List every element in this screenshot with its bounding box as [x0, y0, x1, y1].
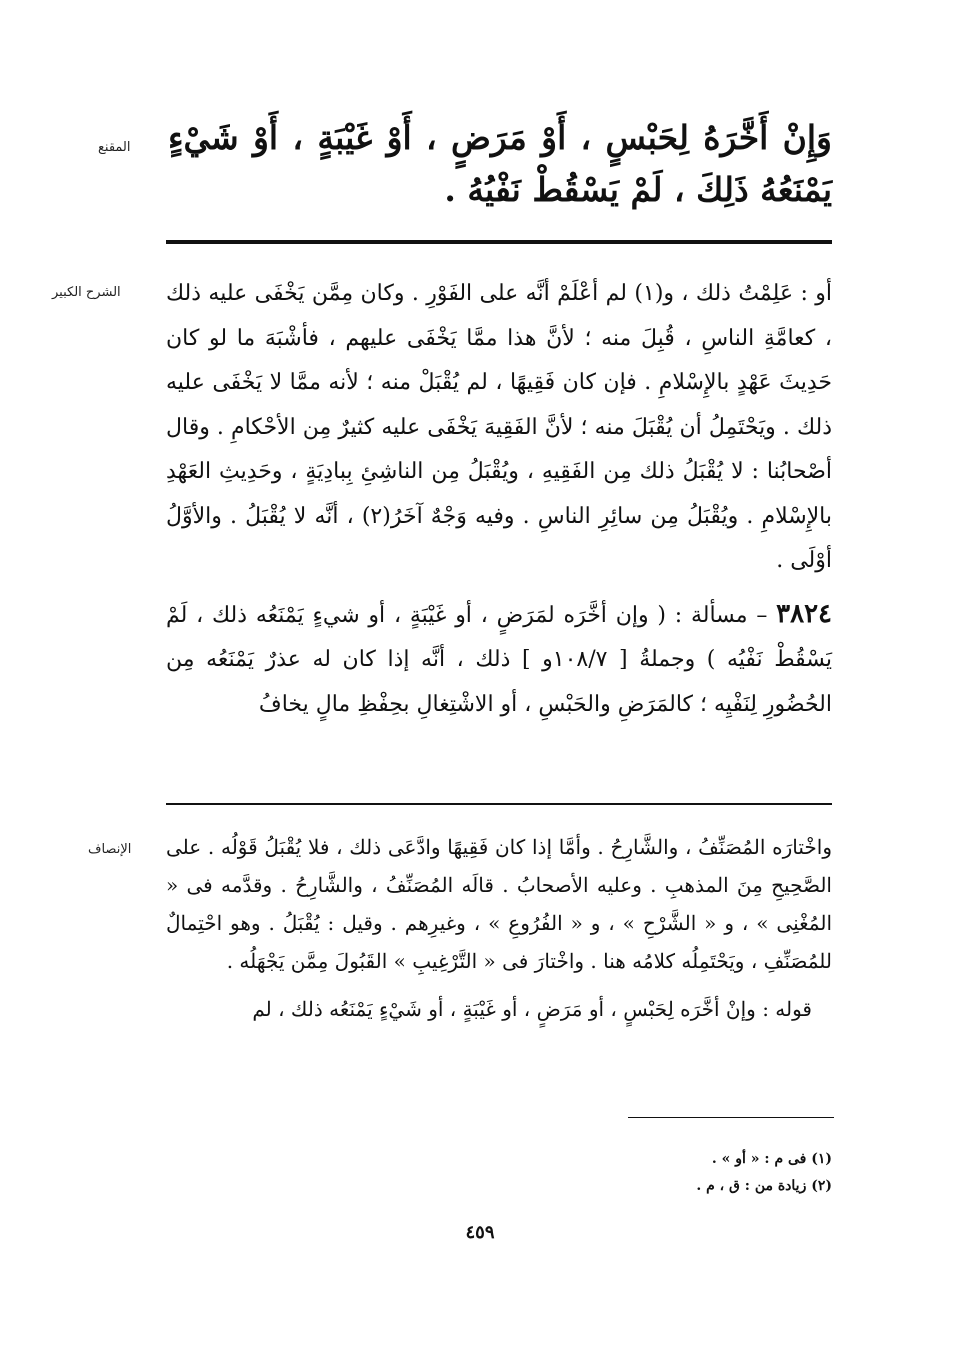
muqni-matn-text: وَإِنْ أَخَّرَهُ لِحَبْسٍ ، أَوْ مَرَضٍ ، أَوْ غَيْبَةٍ ، أَوْ شَيْءٍ يَمْنَعُهُ ذَلِكَ ، لَمْ يَسْقُطْ نَفْيُهُ . [168, 118, 832, 209]
footnote-divider [628, 1117, 834, 1118]
masala-paragraph [166, 592, 832, 728]
insaf-paragraph: واخْتارَه المُصَنِّفُ ، والشَّارِحُ . وأمَّا إذا كان فَقِيهًا وادَّعَى ذلك ، فلا يُقْبَلُ قَوْلُه . على الصَّحِيحِ مِنَ المذهبِ . وعليه الأصحابُ . قالَه المُصَنِّفُ ، والشَّارِحُ . وقدَّمه فى « المُغْنِى » ، و « الشَّرْحِ » ، و « الفُرُوعِ » ، وغيرِهم . وقيل : يُقْبَلُ . وهو احْتِمالٌ للمُصَنِّفِ ، ويَحْتَمِلُه كلامُه هنا . واخْتارَ فى « التَّرْغِيبِ » القَبُولَ مِمَّن يَجْهَلُه . [166, 835, 832, 973]
sharh-paragraph: أو : عَلِمْتُ ذلك ، و(١) لم أعْلَمْ أنَّه على الفَوْرِ . وكان مِمَّن يَخْفَى عليه ذلك ، كعامَّةِ الناسِ ، قُبِلَ منه ؛ لأنَّ هذا ممَّا يَخْفَى عليهم ، فأشْبَهَ ما لو كان حَدِيثَ عَهْدٍ بالإِسْلامِ . فإن كان فَقِيهًا ، لم يُقْبَلْ منه ؛ لأنه ممَّا لا يَخْفَى عليه ذلك . ويَحْتَمِلُ أن يُقْبَلَ منه ؛ لأنَّ الفَقِيهَ يَخْفَى عليه كثيرٌ مِن الأحْكامِ . وقال أصْحابُنا : لا يُقْبَلُ ذلك مِن الفَقِيهِ ، ويُقْبَلُ مِن الناشِئِ بِبادِيَةٍ ، وحَدِيثِ العَهْدِ بالإِسْلامِ . ويُقْبَلُ مِن سائِرِ الناسِ . وفيه وَجْهٌ آخَرُ(٢) ، أنَّه لا يُقْبَلُ . والأوَّلُ أوْلَى . [166, 281, 833, 573]
section-divider-thick [166, 240, 832, 244]
sharh-section-label: الشرح الكبير [52, 285, 121, 300]
section-divider [166, 803, 832, 805]
footnote-item: (٢) زيادة من : ق ، م . [696, 1178, 832, 1194]
page-number: ٤٥٩ [465, 1222, 495, 1243]
masala-number: ٣٨٢٤ [776, 598, 832, 629]
footnote-item: (١) فى م : « أو » . [711, 1151, 832, 1167]
insaf-paragraph: قوله : وإنْ أخَّرَه لِحَبْسٍ ، أو مَرَضٍ ، أو غَيْبَةٍ ، أو شَيْءٍ يَمْنَعُه ذلك ، لم [252, 997, 812, 1021]
footnotes [520, 1146, 832, 1200]
masala-text: – مسألة : ( وإن أخَّرَه لمَرَضٍ ، أو غَيْبَةٍ ، أو شيءٍ يَمْنَعُه ذلك ، لَمْ يَسْقُطْ نَفْيُه ) وجملةُ [ ١٠٨/٧و ] ذلك ، أنَّه إذا كان له عذرٌ يَمْنَعُه مِن الحُضُورِ لِنَفْيِه ؛ كالمَرَضِ والحَبْسِ ، أو الاشْتِغالِ بحِفْظِ مالٍ يخافُ [166, 602, 832, 717]
insaf-section-label: الإنصاف [88, 842, 132, 857]
muqni-section-label: المقنع [98, 140, 131, 155]
insaf-commentary [166, 828, 832, 1028]
sharh-commentary [166, 272, 832, 727]
